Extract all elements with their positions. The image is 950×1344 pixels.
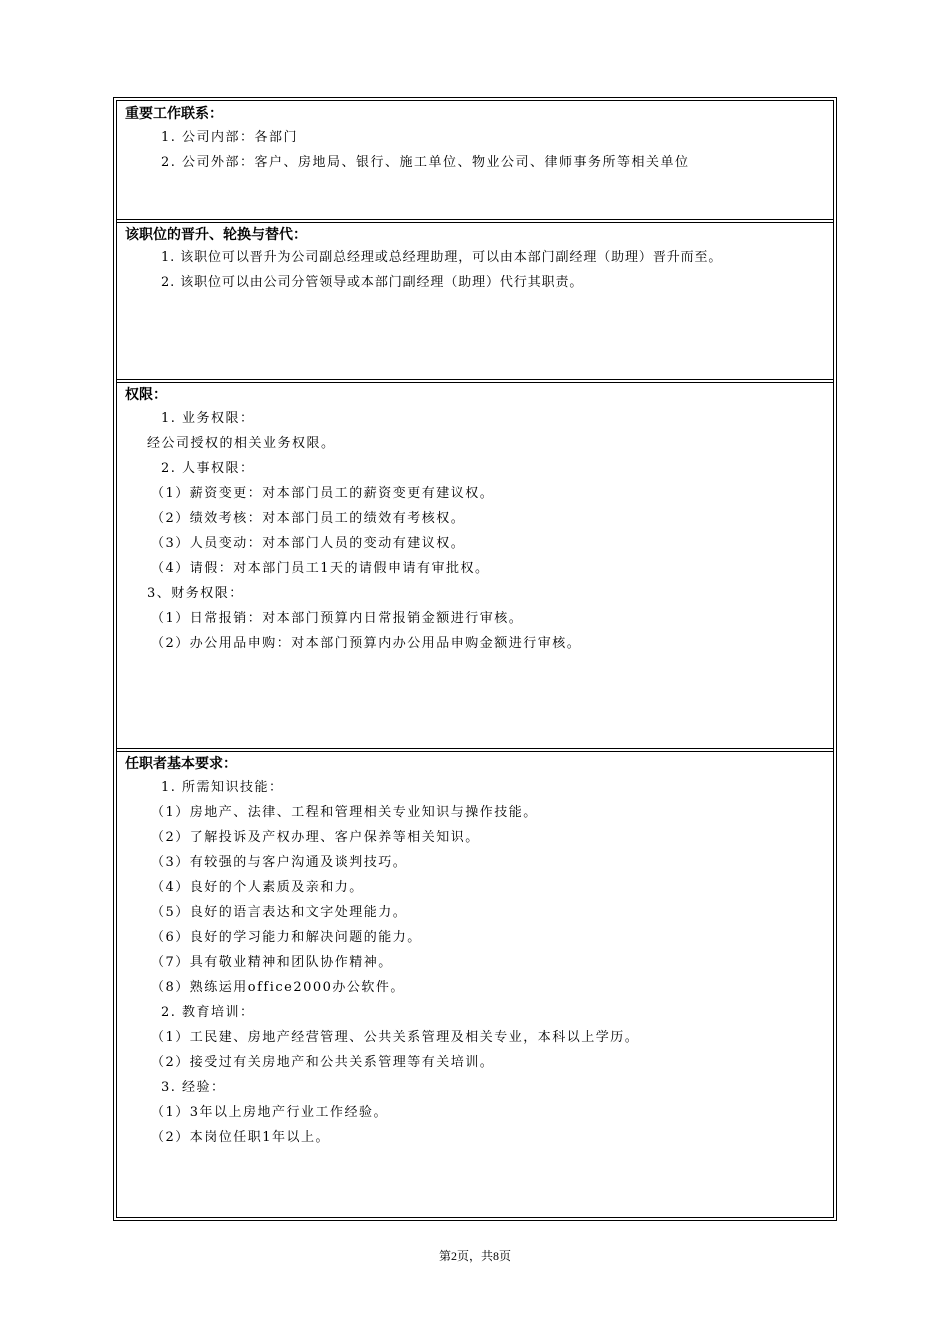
- authority-line: 1. 业务权限：: [161, 411, 255, 426]
- requirements-line: 2. 教育培训：: [161, 1005, 255, 1020]
- section-title-requirements: 任职者基本要求：: [125, 756, 237, 772]
- authority-line: （4）请假：对本部门员工1天的请假申请有审批权。: [151, 561, 490, 576]
- document-table-inner: [116, 100, 834, 1218]
- authority-line: 经公司授权的相关业务权限。: [147, 436, 336, 451]
- section-title-promotion: 该职位的晋升、轮换与替代：: [125, 227, 307, 243]
- requirements-line: （2）了解投诉及产权办理、客户保养等相关知识。: [151, 830, 480, 845]
- requirements-line: （4）良好的个人素质及亲和力。: [151, 880, 364, 895]
- authority-line: （3）人员变动：对本部门人员的变动有建议权。: [151, 536, 466, 551]
- section-work-contacts: [117, 101, 833, 219]
- authority-line: 3、财务权限：: [147, 586, 244, 601]
- requirements-line: （8）熟练运用office2000办公软件。: [151, 980, 405, 995]
- authority-line: （1）日常报销：对本部门预算内日常报销金额进行审核。: [151, 611, 524, 626]
- requirements-line: （5）良好的语言表达和文字处理能力。: [151, 905, 408, 920]
- section-authority: [117, 383, 833, 748]
- section-title-authority: 权限：: [125, 387, 167, 403]
- requirements-line: （6）良好的学习能力和解决问题的能力。: [151, 930, 422, 945]
- contacts-line-2: 2. 公司外部：客户、房地局、银行、施工单位、物业公司、律师事务所等相关单位: [161, 155, 690, 170]
- section-requirements: [117, 752, 833, 1217]
- document-table: [113, 97, 837, 1221]
- requirements-line: 3. 经验：: [161, 1080, 226, 1095]
- requirements-line: （2）接受过有关房地产和公共关系管理等有关培训。: [151, 1055, 495, 1070]
- requirements-line: （1）工民建、房地产经营管理、公共关系管理及相关专业，本科以上学历。: [151, 1030, 640, 1045]
- promotion-line-2: 2. 该职位可以由公司分管领导或本部门副经理（助理）代行其职责。: [161, 275, 584, 290]
- authority-line: （2）绩效考核：对本部门员工的绩效有考核权。: [151, 511, 466, 526]
- requirements-line: （1）房地产、法律、工程和管理相关专业知识与操作技能。: [151, 805, 538, 820]
- requirements-line: （3）有较强的与客户沟通及谈判技巧。: [151, 855, 408, 870]
- section-promotion: [117, 223, 833, 379]
- authority-line: （1）薪资变更：对本部门员工的薪资变更有建议权。: [151, 486, 495, 501]
- promotion-line-1: 1. 该职位可以晋升为公司副总经理或总经理助理，可以由本部门副经理（助理）晋升而至。: [161, 250, 723, 265]
- authority-line: （2）办公用品申购：对本部门预算内办公用品申购金额进行审核。: [151, 636, 582, 651]
- section-title-work-contacts: 重要工作联系：: [125, 106, 223, 122]
- requirements-line: 1. 所需知识技能：: [161, 780, 284, 795]
- contacts-line-1: 1. 公司内部：各部门: [161, 130, 299, 145]
- authority-line: 2. 人事权限：: [161, 461, 255, 476]
- requirements-line: （1）3年以上房地产行业工作经验。: [151, 1105, 389, 1120]
- page-footer: 第2页，共8页: [438, 1249, 511, 1263]
- requirements-line: （7）具有敬业精神和团队协作精神。: [151, 955, 393, 970]
- requirements-line: （2）本岗位任职1年以上。: [151, 1130, 331, 1145]
